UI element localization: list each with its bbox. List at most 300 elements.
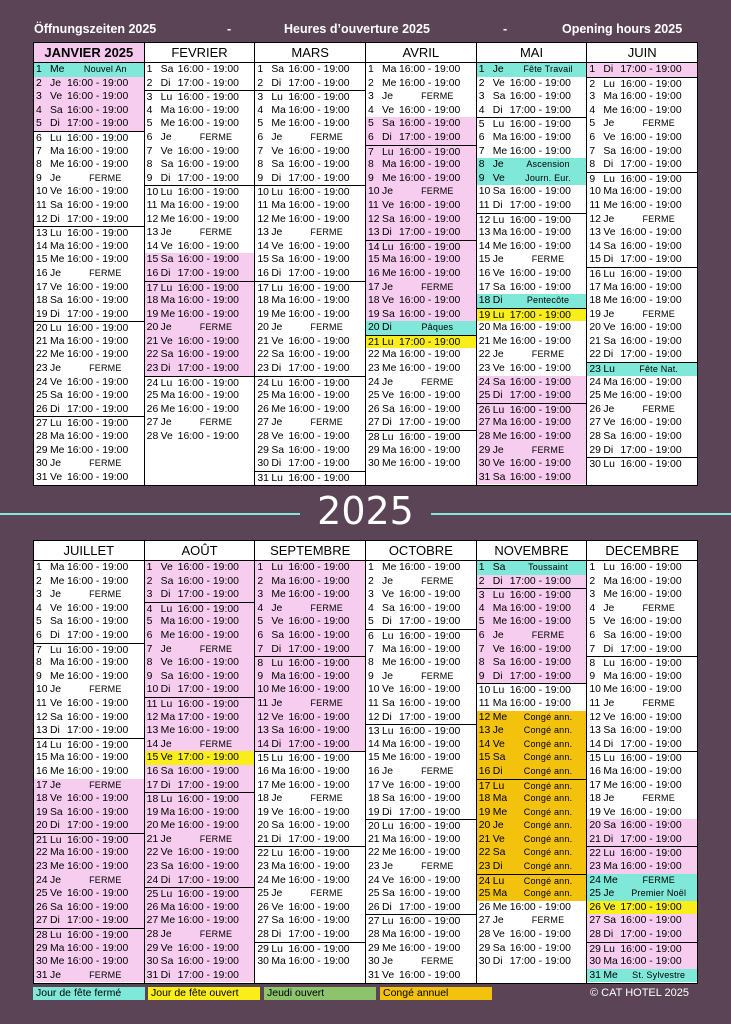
day-hours: 16:00 - 19:00: [67, 199, 129, 211]
day-row: [255, 376, 365, 390]
weekday: Lu: [160, 889, 173, 901]
day-hours: 16:00 - 19:00: [620, 562, 682, 573]
weekday: Sa: [271, 159, 285, 171]
day-hours: 16:00 - 19:00: [399, 363, 461, 375]
weekday: Je: [50, 969, 61, 981]
day-number: 29: [368, 444, 380, 456]
weekday: Di: [603, 349, 614, 361]
day-hours: 16:00 - 19:00: [620, 131, 682, 143]
weekday: Je: [160, 643, 172, 655]
weekday: Ma: [271, 199, 286, 211]
day-row: [34, 253, 144, 267]
day-hours: 17:00 - 19:00: [399, 711, 461, 723]
day-number: 19: [146, 308, 159, 320]
weekday: Ma: [492, 322, 508, 334]
day-number: 4: [146, 603, 153, 615]
day-hours: 16:00 - 19:00: [288, 874, 350, 886]
month-column: [254, 541, 365, 983]
day-number: 23: [36, 861, 48, 873]
weekday: Di: [492, 765, 503, 777]
day-number: 9: [36, 670, 42, 682]
weekday: Ve: [271, 901, 284, 913]
day-hours: 16:00 - 19:00: [67, 444, 129, 456]
day-row: [255, 457, 365, 471]
day-hours: Congé ann.: [523, 847, 573, 858]
day-hours: 16:00 - 19:00: [288, 145, 350, 157]
weekday: Ma: [603, 186, 618, 198]
day-hours: FERME: [421, 765, 454, 776]
day-hours: FERME: [310, 227, 343, 238]
day-number: 29: [257, 444, 269, 456]
day-number: 8: [478, 159, 485, 171]
weekday: Je: [160, 322, 172, 334]
day-row: [145, 575, 255, 589]
day-number: 8: [146, 657, 153, 669]
day-row: [34, 846, 144, 860]
weekday: Ve: [492, 77, 505, 89]
weekday: Di: [492, 295, 503, 307]
day-row: [145, 751, 255, 765]
day-hours: 16:00 - 19:00: [67, 670, 129, 682]
weekday: Ma: [603, 956, 618, 968]
day-row: [255, 294, 365, 308]
day-number: 29: [257, 943, 269, 955]
day-number: 5: [368, 616, 374, 628]
day-hours: 16:00 - 19:00: [399, 349, 461, 361]
day-number: 2: [589, 78, 596, 90]
day-hours: 16:00 - 19:00: [399, 888, 461, 900]
weekday: Me: [271, 779, 286, 791]
day-hours: 17:00 - 19:00: [288, 363, 350, 375]
weekday: Di: [382, 616, 392, 628]
weekday: Di: [382, 322, 392, 334]
day-row: [34, 308, 144, 322]
day-number: 2: [478, 77, 485, 89]
day-hours: 16:00 - 19:00: [620, 779, 682, 791]
legend-item: Jeudi ouvert: [264, 987, 376, 1000]
weekday: Sa: [160, 64, 174, 75]
weekday: Sa: [382, 793, 395, 805]
day-row: [366, 267, 476, 281]
day-hours: 16:00 - 19:00: [509, 281, 571, 293]
day-number: 14: [589, 240, 601, 252]
day-number: 24: [257, 377, 269, 389]
day-row: [366, 819, 476, 833]
day-hours: 16:00 - 19:00: [509, 471, 571, 483]
day-hours: 17:00 - 19:00: [67, 308, 129, 320]
day-number: 9: [257, 172, 264, 184]
day-row: [255, 846, 365, 860]
day-row: [145, 376, 255, 390]
day-row: [366, 281, 476, 295]
day-row: [255, 172, 365, 186]
weekday: Sa: [603, 725, 617, 737]
day-row: [587, 846, 697, 860]
weekday: Ma: [50, 431, 65, 443]
day-hours: 17:00 - 19:00: [620, 254, 682, 266]
day-number: 7: [368, 643, 374, 655]
day-number: 14: [368, 738, 380, 750]
day-hours: 16:00 - 19:00: [288, 806, 350, 818]
day-number: 6: [146, 131, 153, 143]
day-row: [366, 376, 476, 390]
day-row: [587, 63, 697, 77]
day-number: 23: [257, 861, 269, 873]
day-row: [145, 430, 255, 444]
weekday: Ve: [50, 281, 63, 293]
weekday: Di: [603, 929, 614, 941]
weekday: Ve: [271, 711, 284, 723]
day-hours: 16:00 - 19:00: [177, 92, 239, 104]
day-hours: 16:00 - 19:00: [288, 308, 350, 320]
day-hours: 16:00 - 19:00: [177, 942, 239, 954]
day-row: [145, 145, 255, 159]
day-hours: 16:00 - 19:00: [399, 969, 461, 981]
day-hours: Premier Noël: [631, 888, 687, 899]
day-number: 22: [589, 349, 601, 361]
day-row: [145, 914, 255, 928]
day-row: [34, 213, 144, 227]
weekday: Ma: [382, 643, 397, 655]
weekday: Ma: [271, 670, 286, 682]
weekday: Sa: [160, 349, 174, 361]
day-row: [255, 213, 365, 227]
day-number: 5: [146, 616, 153, 628]
day-number: 10: [589, 684, 601, 696]
weekday: Je: [160, 227, 172, 239]
day-hours: 16:00 - 19:00: [288, 282, 350, 294]
day-row: [587, 131, 697, 145]
day-number: 25: [257, 888, 269, 900]
day-row: [366, 738, 476, 752]
day-row: [587, 819, 697, 833]
day-row: [366, 602, 476, 616]
weekday: Sa: [492, 281, 506, 293]
day-row: [587, 955, 697, 969]
day-number: 5: [36, 616, 42, 628]
day-row: [366, 308, 476, 322]
day-row: [477, 643, 587, 657]
day-row: [255, 104, 365, 118]
day-row: [145, 955, 255, 969]
day-hours: 16:00 - 19:00: [509, 363, 571, 375]
day-number: 6: [257, 629, 264, 641]
day-number: 5: [146, 118, 153, 130]
day-hours: 16:00 - 19:00: [177, 629, 239, 641]
weekday: Sa: [603, 629, 617, 641]
day-row: [255, 253, 365, 267]
day-hours: 16:00 - 19:00: [509, 227, 571, 239]
day-row: [366, 158, 476, 172]
weekday: Sa: [603, 145, 617, 157]
day-row: [34, 471, 144, 485]
day-number: 12: [589, 213, 601, 225]
day-hours: 16:00 - 19:00: [399, 684, 461, 696]
day-row: [34, 199, 144, 213]
day-hours: 16:00 - 19:00: [509, 458, 571, 470]
day-row: [145, 117, 255, 131]
day-row: [366, 457, 476, 471]
weekday: Lu: [603, 943, 615, 955]
day-row: [477, 806, 587, 820]
weekday: Me: [50, 444, 65, 456]
weekday: Me: [492, 616, 508, 628]
day-row: [34, 172, 144, 186]
day-hours: 17:00 - 19:00: [67, 820, 129, 832]
day-number: 16: [589, 268, 601, 280]
day-row: [34, 629, 144, 643]
weekday: Me: [603, 779, 618, 791]
day-number: 24: [146, 377, 159, 389]
day-number: 1: [36, 562, 42, 573]
month-column: [144, 541, 255, 983]
day-row: [145, 213, 255, 227]
weekday: Me: [382, 657, 397, 669]
day-hours: 16:00 - 19:00: [620, 91, 682, 103]
day-hours: 16:00 - 19:00: [177, 145, 239, 157]
day-hours: Congé ann.: [523, 861, 573, 872]
day-row: [255, 751, 365, 765]
day-hours: FERME: [421, 281, 454, 292]
day-number: 7: [146, 643, 153, 655]
month-header: FEVRIER: [145, 43, 255, 63]
weekday: Lu: [492, 590, 505, 602]
weekday: Di: [382, 227, 392, 239]
day-number: 22: [257, 349, 269, 361]
day-hours: 16:00 - 19:00: [509, 657, 571, 669]
day-hours: 17:00 - 19:00: [620, 738, 682, 750]
weekday: Sa: [603, 915, 617, 927]
weekday: Lu: [271, 377, 283, 389]
day-hours: 16:00 - 19:00: [177, 308, 239, 320]
day-number: 11: [257, 697, 269, 709]
day-number: 26: [478, 404, 491, 416]
day-number: 22: [36, 349, 48, 361]
weekday: Lu: [160, 282, 173, 294]
day-row: [145, 711, 255, 725]
weekday: Me: [603, 104, 618, 116]
day-hours: 16:00 - 19:00: [399, 159, 461, 171]
day-row: [34, 887, 144, 901]
day-row: [255, 615, 365, 629]
day-number: 4: [257, 602, 264, 614]
day-number: 26: [368, 901, 380, 913]
day-number: 2: [146, 575, 153, 587]
day-number: 6: [478, 629, 485, 641]
day-hours: 16:00 - 19:00: [288, 684, 350, 696]
day-row: [366, 145, 476, 159]
day-hours: 16:00 - 19:00: [399, 77, 461, 89]
day-row: [477, 670, 587, 684]
day-hours: 16:00 - 19:00: [399, 458, 461, 470]
day-hours: 17:00 - 19:00: [288, 833, 350, 845]
day-row: [255, 697, 365, 711]
day-row: [34, 969, 144, 983]
day-row: [255, 471, 365, 485]
day-row: [145, 765, 255, 779]
day-row: [366, 430, 476, 444]
day-hours: 16:00 - 19:00: [67, 765, 129, 777]
month-header: NOVEMBRE: [477, 541, 587, 561]
weekday: Ve: [160, 942, 173, 954]
day-number: 20: [146, 820, 159, 832]
day-row: [255, 819, 365, 833]
day-number: 27: [146, 915, 159, 927]
weekday: Me: [492, 335, 508, 347]
day-row: [366, 185, 476, 199]
day-number: 8: [589, 159, 596, 171]
day-number: 10: [478, 186, 491, 198]
day-hours: 17:00 - 19:00: [177, 711, 239, 723]
day-hours: 17:00 - 19:00: [67, 213, 129, 225]
weekday: Di: [271, 363, 282, 375]
day-number: 3: [146, 92, 153, 104]
weekday: Di: [271, 172, 282, 184]
day-row: [587, 389, 697, 403]
day-row: [145, 77, 255, 91]
day-hours: 16:00 - 19:00: [399, 432, 461, 444]
day-row: [34, 874, 144, 888]
weekday: Di: [492, 861, 503, 873]
day-row: [587, 887, 697, 901]
day-row: [477, 90, 587, 104]
day-hours: 16:00 - 19:00: [177, 403, 239, 415]
day-number: 18: [368, 295, 380, 307]
day-hours: 16:00 - 19:00: [620, 616, 682, 628]
day-number: 28: [257, 431, 269, 443]
day-number: 1: [478, 562, 485, 573]
day-row: [587, 683, 697, 697]
day-row: [34, 77, 144, 91]
month-column: [365, 43, 476, 485]
day-row: [587, 145, 697, 159]
day-row: [587, 185, 697, 199]
day-hours: 16:00 - 19:00: [288, 943, 350, 955]
month-header: JUILLET: [34, 541, 144, 561]
day-row: [366, 77, 476, 91]
day-row: [255, 90, 365, 104]
day-row: [34, 833, 144, 847]
weekday: Je: [50, 589, 61, 601]
weekday: Ma: [382, 349, 397, 361]
day-row: [366, 561, 476, 575]
weekday: Ve: [271, 806, 284, 818]
weekday: Di: [492, 956, 503, 968]
day-hours: 16:00 - 19:00: [177, 335, 239, 347]
day-row: [477, 588, 587, 602]
day-row: [477, 416, 587, 430]
day-number: 29: [589, 943, 601, 955]
day-number: 2: [36, 575, 42, 587]
weekday: Je: [271, 888, 283, 900]
weekday: Je: [603, 793, 615, 805]
day-row: [587, 833, 697, 847]
day-number: 22: [368, 847, 380, 859]
weekday: Di: [271, 738, 282, 750]
day-row: [477, 724, 587, 738]
day-number: 4: [368, 104, 374, 116]
weekday: Je: [382, 861, 393, 873]
day-row: [255, 914, 365, 928]
day-hours: 16:00 - 19:00: [288, 711, 350, 723]
day-hours: 16:00 - 19:00: [177, 861, 239, 873]
month-column: [586, 43, 697, 485]
weekday: Lu: [382, 821, 394, 833]
day-hours: 17:00 - 19:00: [177, 172, 239, 184]
weekday: Sa: [603, 240, 617, 252]
header-separator: -: [503, 22, 508, 36]
weekday: Ve: [160, 562, 173, 573]
weekday: Ve: [160, 335, 173, 347]
weekday: Me: [271, 684, 286, 696]
weekday: Sa: [382, 697, 395, 709]
day-row: [366, 683, 476, 697]
day-number: 8: [146, 159, 153, 171]
weekday: Me: [50, 159, 65, 171]
day-hours: Pentecôte: [526, 295, 570, 306]
day-row: [366, 588, 476, 602]
day-hours: 16:00 - 19:00: [399, 199, 461, 211]
weekday: Sa: [50, 104, 63, 116]
day-row: [255, 444, 365, 458]
weekday: Ma: [603, 91, 618, 103]
day-row: [587, 738, 697, 752]
day-row: [145, 63, 255, 77]
weekday: Je: [50, 458, 61, 470]
day-hours: Congé ann.: [523, 793, 573, 804]
day-number: 2: [368, 575, 374, 587]
day-number: 18: [589, 295, 601, 307]
day-hours: 16:00 - 19:00: [288, 213, 350, 225]
day-hours: 17:00 - 19:00: [399, 616, 461, 628]
day-row: [255, 416, 365, 430]
day-hours: FERME: [421, 956, 454, 967]
month-header: DECEMBRE: [587, 541, 697, 561]
day-row: [587, 901, 697, 915]
day-hours: 16:00 - 19:00: [67, 793, 129, 805]
day-number: 21: [368, 336, 380, 348]
day-number: 30: [146, 956, 159, 968]
day-row: [477, 602, 587, 616]
day-hours: 17:00 - 19:00: [620, 444, 682, 456]
day-hours: 17:00 - 19:00: [177, 589, 239, 601]
day-number: 17: [146, 282, 159, 294]
day-number: 23: [146, 363, 159, 375]
weekday: Lu: [50, 323, 62, 335]
day-row: [366, 104, 476, 118]
day-hours: 16:00 - 19:00: [620, 376, 682, 388]
day-hours: 17:00 - 19:00: [620, 929, 682, 941]
day-number: 10: [257, 684, 269, 696]
day-number: 14: [36, 240, 48, 252]
day-row: [34, 294, 144, 308]
day-row: [34, 575, 144, 589]
day-hours: 16:00 - 19:00: [288, 240, 350, 252]
weekday: Je: [492, 725, 504, 737]
day-row: [366, 362, 476, 376]
day-number: 4: [589, 602, 596, 614]
day-row: [587, 376, 697, 390]
weekday: Me: [382, 458, 397, 470]
month-header: MARS: [255, 43, 365, 63]
day-hours: 16:00 - 19:00: [288, 118, 350, 130]
day-row: [145, 874, 255, 888]
day-row: [366, 172, 476, 186]
weekday: Di: [603, 643, 614, 655]
weekday: Sa: [492, 942, 506, 954]
weekday: Lu: [492, 404, 505, 416]
day-number: 4: [368, 602, 374, 614]
